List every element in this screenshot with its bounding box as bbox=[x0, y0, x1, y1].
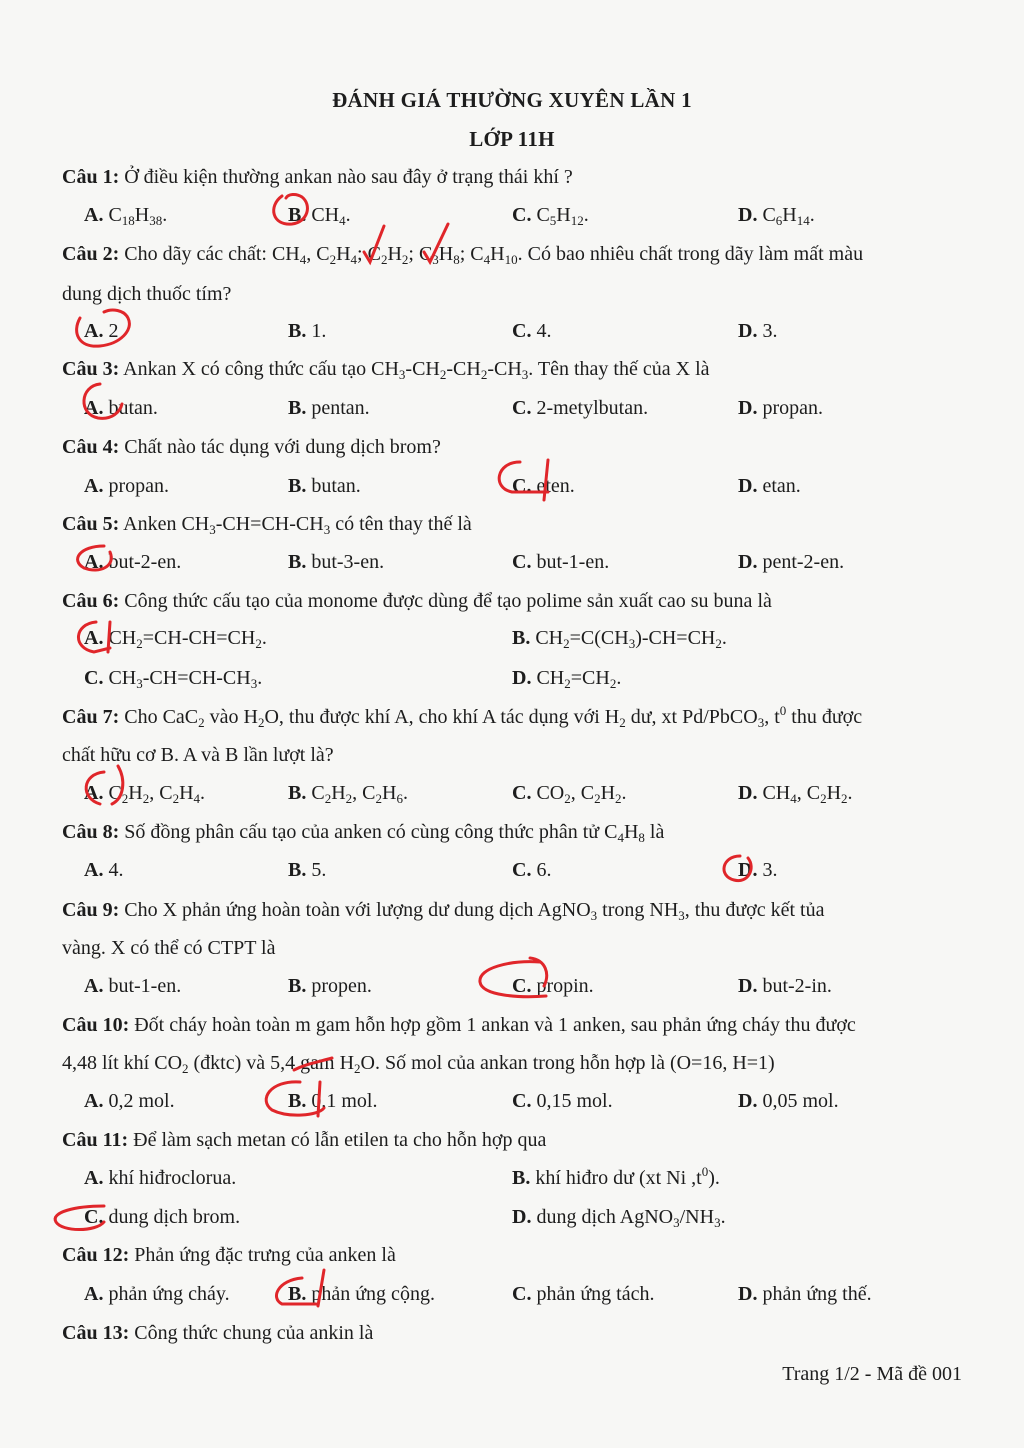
option-letter: D. bbox=[738, 782, 758, 804]
option-letter: D. bbox=[738, 975, 758, 997]
option-c bbox=[512, 859, 551, 882]
option-a bbox=[84, 320, 118, 343]
option-text: 0,05 mol. bbox=[757, 1090, 839, 1112]
option-c bbox=[512, 204, 589, 227]
option-b bbox=[288, 320, 326, 343]
option-letter: B. bbox=[288, 975, 307, 997]
option-letter: B. bbox=[288, 1283, 307, 1305]
option-b bbox=[512, 627, 727, 650]
question-number: Câu 5: bbox=[62, 513, 120, 535]
option-letter: D. bbox=[738, 397, 758, 419]
question-6 bbox=[62, 590, 772, 613]
question-number: Câu 12: bbox=[62, 1244, 130, 1266]
question-text-continued: dung dịch thuốc tím? bbox=[62, 283, 232, 305]
option-text: phản ứng cháy. bbox=[103, 1283, 230, 1305]
question-text: Anken $CH_3-CH=CH-CH_3$ có tên thay thế là bbox=[119, 513, 472, 537]
option-letter: B. bbox=[288, 859, 307, 881]
option-letter: C. bbox=[512, 397, 532, 419]
option-letter: B. bbox=[288, 782, 307, 804]
option-d bbox=[738, 397, 823, 420]
question-7 bbox=[62, 703, 863, 730]
option-text: dung dịch brom. bbox=[103, 1206, 241, 1228]
option-text: etan. bbox=[757, 475, 801, 497]
option-letter: B. bbox=[288, 1090, 307, 1112]
option-text: but-2-in. bbox=[757, 975, 832, 997]
option-b bbox=[288, 859, 326, 882]
option-text: phản ứng cộng. bbox=[306, 1283, 435, 1305]
option-c bbox=[84, 667, 262, 690]
option-b bbox=[288, 975, 372, 998]
question-number: Câu 4: bbox=[62, 436, 120, 458]
option-text: propan. bbox=[757, 397, 823, 419]
option-text: $C_{18}H_{38}$. bbox=[103, 204, 168, 228]
option-text: 5. bbox=[306, 859, 327, 881]
question-text-continued: 4,48 lít khí $CO_2$ (đktc) và 5,4 gam $H_2O$. Số mol của ankan trong hỗn hợp là (O=16, H=1) bbox=[62, 1052, 775, 1076]
option-letter: C. bbox=[512, 859, 532, 881]
option-b bbox=[512, 1164, 720, 1190]
option-letter: D. bbox=[738, 1283, 758, 1305]
option-d bbox=[738, 320, 777, 343]
option-letter: D. bbox=[738, 1090, 758, 1112]
question-text: Cho dãy các chất: $CH_4$, $C_2H_4$; $C_2H_2$; $C_3H_8$; $C_4H_{10}$. Có bao nhiêu chất trong dãy làm mất màu bbox=[119, 243, 864, 267]
option-b bbox=[288, 397, 370, 420]
question-text-continued: chất hữu cơ B. A và B lần lượt là? bbox=[62, 744, 334, 766]
option-text: butan. bbox=[103, 397, 158, 419]
option-letter: A. bbox=[84, 859, 104, 881]
option-text: $CO_2$, $C_2H_2$. bbox=[531, 782, 627, 806]
option-letter: D. bbox=[738, 204, 758, 226]
option-letter: A. bbox=[84, 782, 104, 804]
option-text: 0,2 mol. bbox=[103, 1090, 175, 1112]
option-a bbox=[84, 975, 181, 998]
option-text: $C_2H_2$, $C_2H_4$. bbox=[103, 782, 206, 806]
option-letter: A. bbox=[84, 627, 104, 649]
option-text: $CH_3-CH=CH-CH_3$. bbox=[103, 667, 263, 691]
option-letter: C. bbox=[512, 782, 532, 804]
question-text: Phản ứng đặc trưng của anken là bbox=[129, 1244, 396, 1266]
option-b bbox=[288, 1283, 435, 1306]
question-text: Ankan X có công thức cấu tạo $CH_3-CH_2-CH_2-CH_3$. Tên thay thế của X là bbox=[119, 358, 710, 382]
option-d bbox=[512, 1206, 726, 1229]
option-b bbox=[288, 1090, 377, 1113]
option-letter: D. bbox=[512, 1206, 532, 1228]
option-letter: A. bbox=[84, 1167, 104, 1189]
option-c bbox=[512, 475, 575, 498]
option-letter: B. bbox=[288, 397, 307, 419]
option-text: but-2-en. bbox=[103, 551, 182, 573]
option-c bbox=[512, 551, 609, 574]
question-number: Câu 2: bbox=[62, 243, 120, 265]
question-text: Đốt cháy hoàn toàn m gam hỗn hợp gồm 1 ankan và 1 anken, sau phản ứng cháy thu được bbox=[129, 1014, 856, 1036]
question-11 bbox=[62, 1129, 546, 1152]
option-text: pent-2-en. bbox=[757, 551, 845, 573]
option-letter: B. bbox=[288, 475, 307, 497]
option-d bbox=[738, 859, 777, 882]
question-number: Câu 11: bbox=[62, 1129, 129, 1151]
question-10 bbox=[62, 1014, 856, 1037]
question-4 bbox=[62, 436, 441, 459]
option-text: 4. bbox=[103, 859, 124, 881]
question-number: Câu 9: bbox=[62, 899, 120, 921]
option-c bbox=[512, 782, 627, 805]
option-letter: A. bbox=[84, 975, 104, 997]
question-8 bbox=[62, 821, 664, 844]
option-text: propin. bbox=[531, 975, 594, 997]
option-letter: B. bbox=[288, 320, 307, 342]
question-1 bbox=[62, 166, 573, 189]
option-text: 0,1 mol. bbox=[306, 1090, 378, 1112]
option-text: dung dịch $AgNO_3/NH_3$. bbox=[531, 1206, 726, 1230]
option-letter: D. bbox=[738, 551, 758, 573]
option-text: $CH_2=CH_2$. bbox=[531, 667, 622, 691]
option-text: khí hiđro dư (xt Ni $,t^0$). bbox=[530, 1164, 720, 1189]
option-text: pentan. bbox=[306, 397, 370, 419]
option-letter: A. bbox=[84, 475, 104, 497]
option-d bbox=[738, 975, 832, 998]
option-a bbox=[84, 1090, 175, 1113]
option-letter: A. bbox=[84, 397, 104, 419]
option-text: phản ứng tách. bbox=[531, 1283, 655, 1305]
option-text: 1. bbox=[306, 320, 327, 342]
option-letter: C. bbox=[512, 551, 532, 573]
option-text: $C_6H_{14}$. bbox=[757, 204, 815, 228]
question-text: Chất nào tác dụng với dung dịch brom? bbox=[119, 436, 441, 458]
option-text: $CH_2=C(CH_3)-CH=CH_2$. bbox=[530, 627, 727, 651]
option-c bbox=[84, 1206, 240, 1229]
option-letter: B. bbox=[288, 551, 307, 573]
option-text: eten. bbox=[531, 475, 575, 497]
option-text: $C_5H_{12}$. bbox=[531, 204, 589, 228]
question-number: Câu 8: bbox=[62, 821, 120, 843]
option-d bbox=[738, 782, 853, 805]
option-text: 6. bbox=[531, 859, 552, 881]
option-text: 2-metylbutan. bbox=[531, 397, 649, 419]
option-letter: C. bbox=[512, 1283, 532, 1305]
option-b bbox=[288, 204, 351, 227]
question-number: Câu 1: bbox=[62, 166, 120, 188]
option-a bbox=[84, 475, 169, 498]
option-letter: B. bbox=[288, 204, 307, 226]
question-text: Công thức chung của ankin là bbox=[129, 1322, 374, 1344]
option-letter: C. bbox=[512, 975, 532, 997]
option-text: but-1-en. bbox=[531, 551, 610, 573]
option-text: khí hiđroclorua. bbox=[103, 1167, 237, 1189]
question-number: Câu 3: bbox=[62, 358, 120, 380]
option-d bbox=[738, 475, 801, 498]
question-number: Câu 13: bbox=[62, 1322, 130, 1344]
option-text: phản ứng thế. bbox=[757, 1283, 872, 1305]
option-c bbox=[512, 975, 594, 998]
option-c bbox=[512, 320, 551, 343]
question-3 bbox=[62, 358, 710, 381]
option-text: $CH_2=CH-CH=CH_2$. bbox=[103, 627, 267, 651]
option-a bbox=[84, 397, 158, 420]
option-text: propan. bbox=[103, 475, 169, 497]
question-number: Câu 10: bbox=[62, 1014, 130, 1036]
option-text: $CH_4$, $C_2H_2$. bbox=[757, 782, 853, 806]
option-c bbox=[512, 397, 648, 420]
option-text: propen. bbox=[306, 975, 372, 997]
question-text: Ở điều kiện thường ankan nào sau đây ở trạng thái khí ? bbox=[119, 166, 573, 188]
option-letter: C. bbox=[84, 667, 104, 689]
option-a bbox=[84, 627, 267, 650]
question-9 bbox=[62, 899, 824, 922]
question-text: Cho CaC$_2$ vào $H_2O$, thu được khí A, cho khí A tác dụng với $H_2$ dư, xt Pd/PbCO$_3$, $t^0$ thu được bbox=[119, 703, 863, 730]
option-a bbox=[84, 1167, 236, 1190]
option-b bbox=[288, 475, 361, 498]
option-text: 3. bbox=[757, 320, 778, 342]
option-letter: D. bbox=[738, 475, 758, 497]
option-b bbox=[288, 551, 384, 574]
option-text: 3. bbox=[757, 859, 778, 881]
option-a bbox=[84, 859, 123, 882]
option-a bbox=[84, 1283, 230, 1306]
class-label: LỚP 11H bbox=[469, 127, 555, 151]
option-text: $C_2H_2$, $C_2H_6$. bbox=[306, 782, 408, 806]
option-text: $CH_4$. bbox=[306, 204, 351, 228]
option-letter: D. bbox=[512, 667, 532, 689]
option-d bbox=[738, 204, 815, 227]
option-letter: A. bbox=[84, 320, 104, 342]
option-text: butan. bbox=[306, 475, 361, 497]
question-5 bbox=[62, 513, 472, 536]
question-12 bbox=[62, 1244, 396, 1267]
question-2 bbox=[62, 243, 863, 266]
option-d bbox=[738, 551, 844, 574]
question-text-continued: vàng. X có thể có CTPT là bbox=[62, 937, 276, 959]
option-letter: A. bbox=[84, 1283, 104, 1305]
option-letter: C. bbox=[512, 475, 532, 497]
option-text: 2 bbox=[103, 320, 119, 342]
question-text: Công thức cấu tạo của monome được dùng để tạo polime sản xuất cao su buna là bbox=[119, 590, 772, 612]
option-b bbox=[288, 782, 408, 805]
option-letter: C. bbox=[512, 1090, 532, 1112]
option-text: 0,15 mol. bbox=[531, 1090, 613, 1112]
option-d bbox=[512, 667, 621, 690]
page-footer: Trang 1/2 - Mã đề 001 bbox=[782, 1363, 962, 1385]
option-d bbox=[738, 1283, 872, 1306]
option-c bbox=[512, 1090, 613, 1113]
option-letter: C. bbox=[512, 204, 532, 226]
option-letter: C. bbox=[512, 320, 532, 342]
option-text: but-3-en. bbox=[306, 551, 385, 573]
option-c bbox=[512, 1283, 654, 1306]
exam-title: ĐÁNH GIÁ THƯỜNG XUYÊN LẦN 1 bbox=[332, 88, 692, 112]
option-a bbox=[84, 551, 181, 574]
option-d bbox=[738, 1090, 839, 1113]
question-number: Câu 7: bbox=[62, 706, 120, 728]
option-letter: B. bbox=[512, 1167, 531, 1189]
option-letter: B. bbox=[512, 627, 531, 649]
option-text: 4. bbox=[531, 320, 552, 342]
option-letter: A. bbox=[84, 1090, 104, 1112]
option-letter: C. bbox=[84, 1206, 104, 1228]
option-letter: D. bbox=[738, 859, 758, 881]
question-number: Câu 6: bbox=[62, 590, 120, 612]
option-letter: A. bbox=[84, 204, 104, 226]
option-letter: D. bbox=[738, 320, 758, 342]
question-text: Cho X phản ứng hoàn toàn với lượng dư dung dịch AgNO$_3$ trong $NH_3$, thu được kết tủa bbox=[119, 899, 825, 923]
option-a bbox=[84, 204, 167, 227]
question-13 bbox=[62, 1322, 373, 1345]
option-a bbox=[84, 782, 205, 805]
option-letter: A. bbox=[84, 551, 104, 573]
question-text: Để làm sạch metan có lẫn etilen ta cho hỗn hợp qua bbox=[128, 1129, 547, 1151]
option-text: but-1-en. bbox=[103, 975, 182, 997]
question-text: Số đồng phân cấu tạo của anken có cùng công thức phân tử $C_4H_8$ là bbox=[119, 821, 665, 845]
